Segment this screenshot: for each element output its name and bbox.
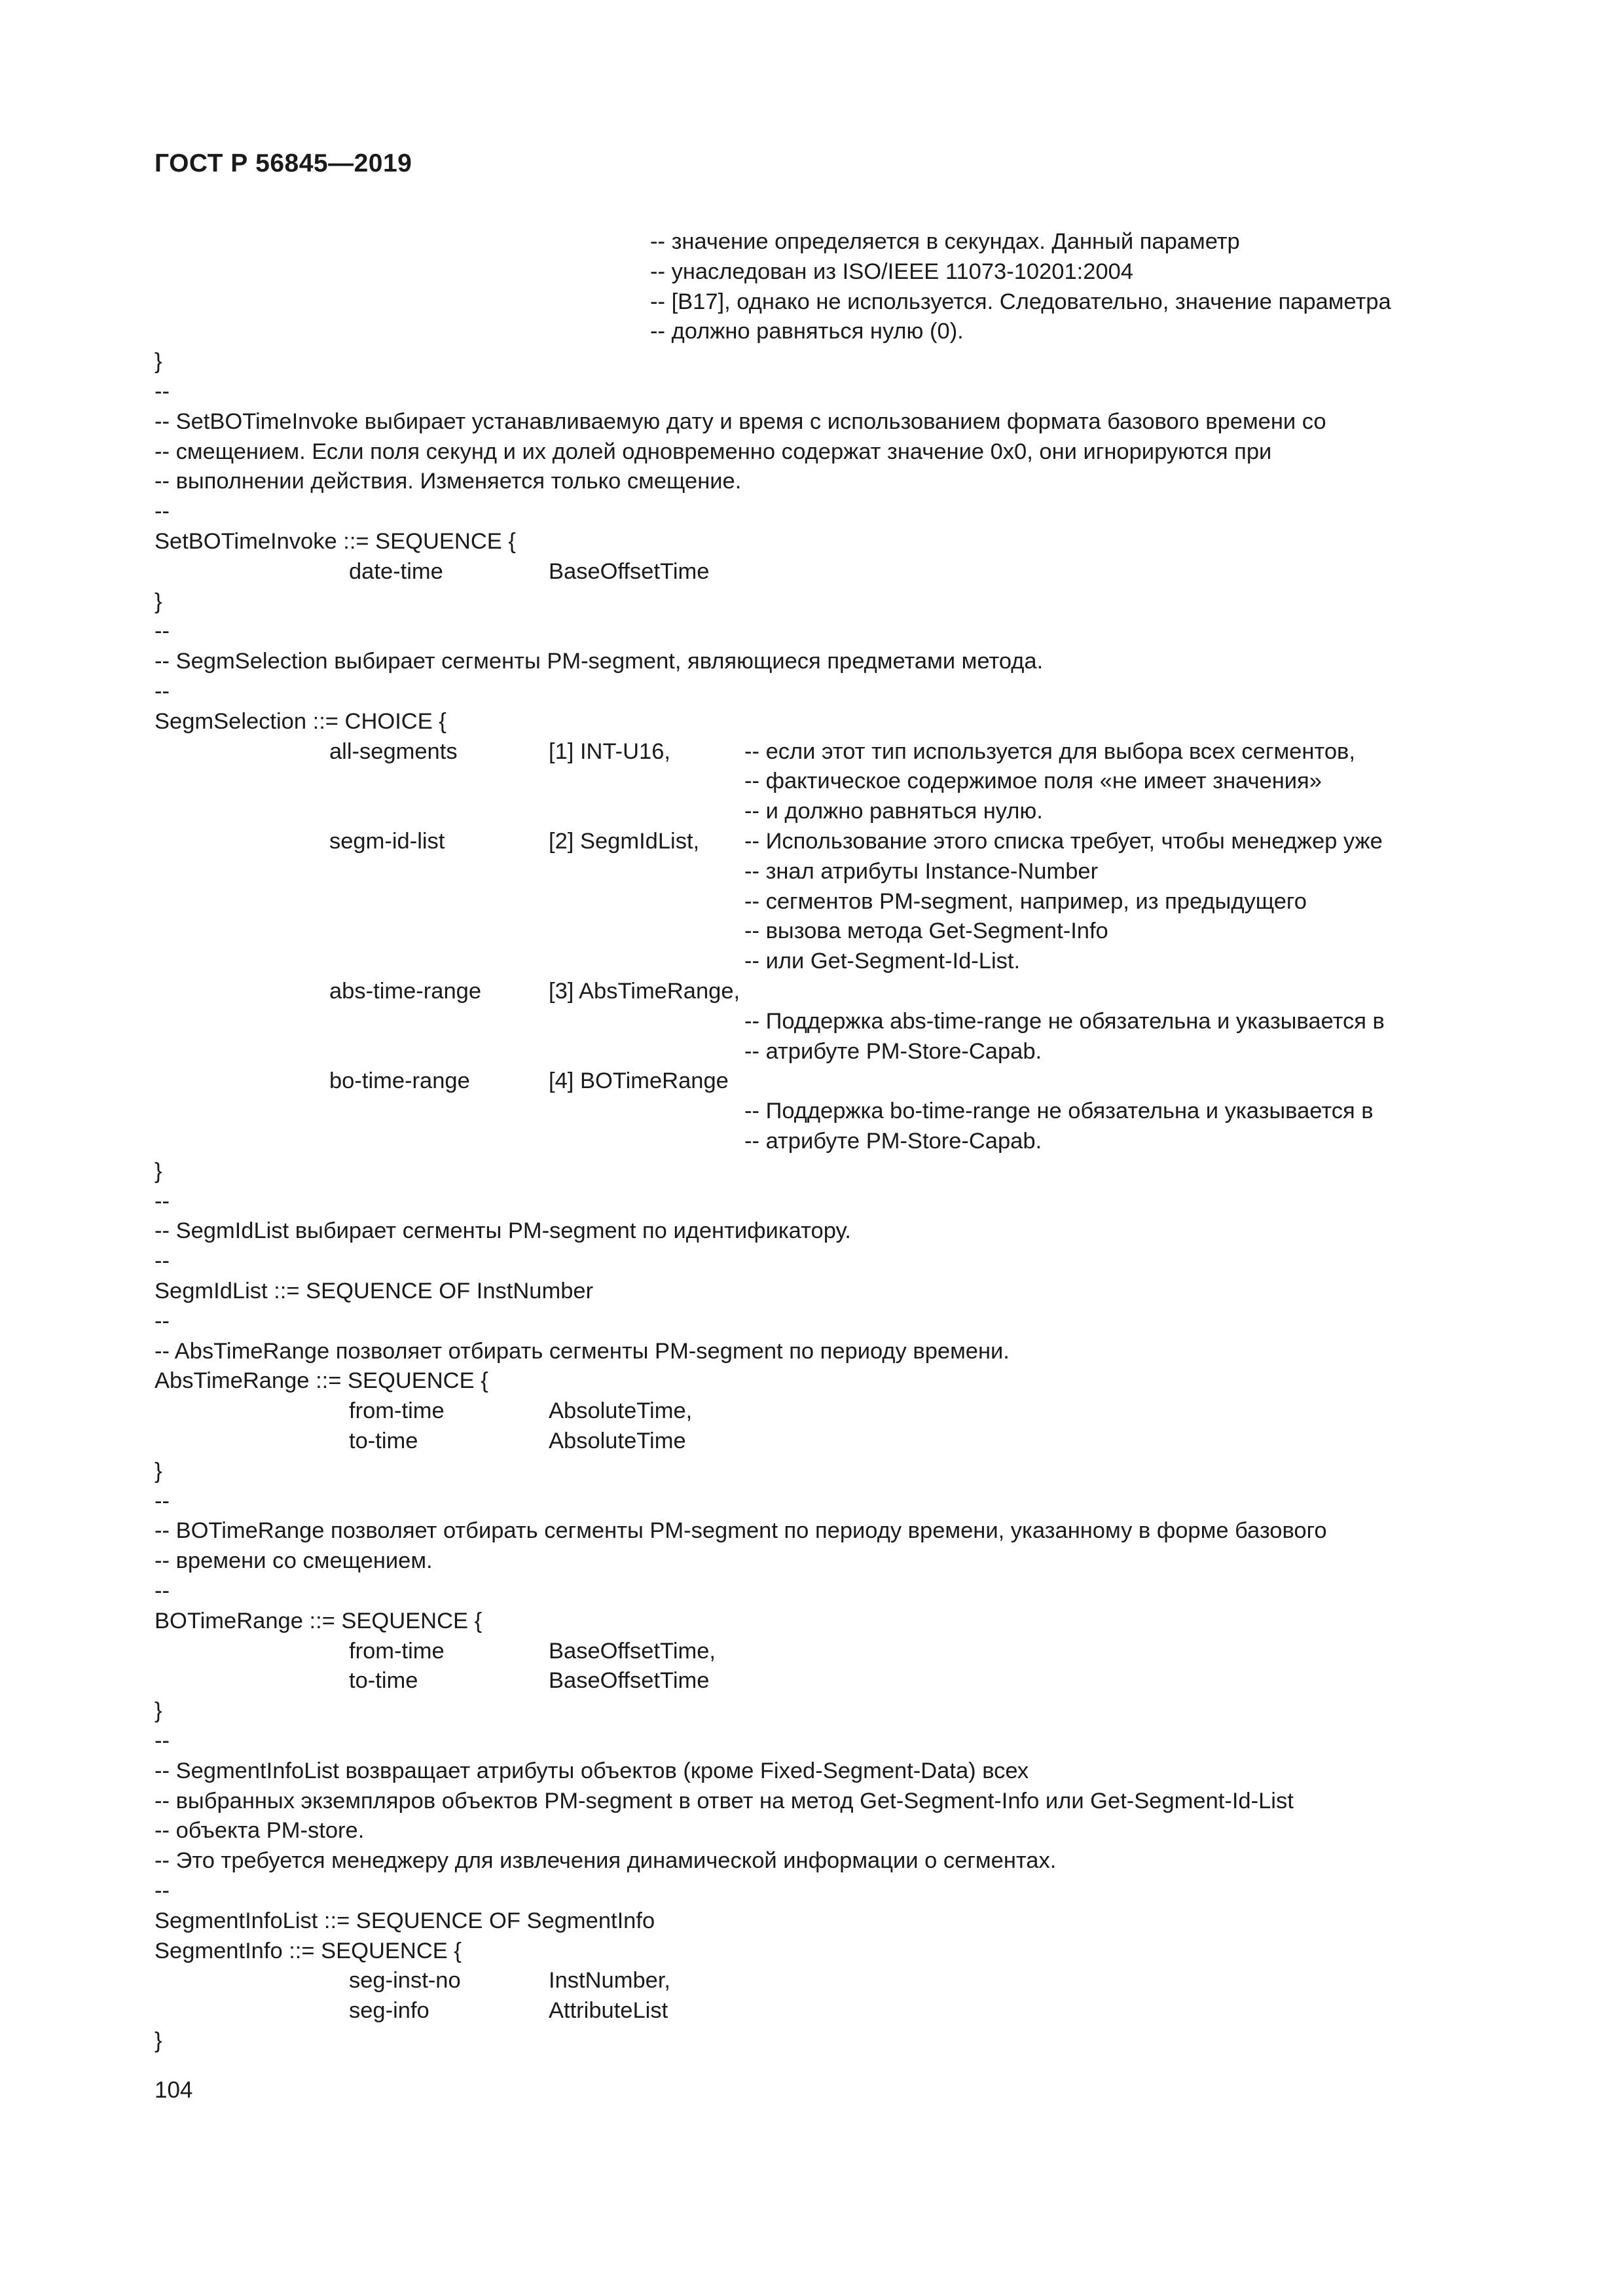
code-type: BaseOffsetTime, — [549, 1638, 716, 1664]
code-line: -- должно равняться нулю (0). — [650, 319, 964, 344]
code-type: [4] BOTimeRange — [549, 1068, 729, 1094]
code-line: -- SegmentInfoList возвращает атрибуты объектов (кроме Fixed-Segment-Data) всех — [155, 1758, 1029, 1783]
code-line: -- выполнении действия. Изменяется только смещение. — [155, 469, 742, 494]
code-type: BaseOffsetTime — [549, 1668, 710, 1694]
code-line: to-time — [349, 1429, 418, 1453]
code-line: -- — [155, 1188, 170, 1214]
code-line: } — [155, 2028, 162, 2053]
code-line: bo-time-range — [329, 1068, 470, 1094]
code-line: SegmSelection ::= CHOICE { — [155, 708, 447, 734]
code-line: } — [155, 1158, 162, 1184]
code-line: -- Поддержка bo-time-range не обязательна и указывается в — [744, 1099, 1374, 1124]
code-line: } — [155, 589, 162, 614]
code-line: seg-inst-no — [349, 1968, 461, 1994]
code-line: -- фактическое содержимое поля «не имеет значения» — [744, 769, 1322, 794]
code-type: [1] INT-U16, — [549, 738, 670, 764]
code-line: -- BOTimeRange позволяет отбирать сегменты PM-segment по периоду времени, указанному в форме базового — [155, 1518, 1327, 1544]
code-type: AbsoluteTime — [549, 1429, 686, 1453]
code-line: -- смещением. Если поля секунд и их долей одновременно содержат значение 0x0, они игнорируются при — [155, 439, 1272, 464]
code-type: InstNumber, — [549, 1968, 670, 1994]
code-line: -- — [155, 499, 170, 524]
code-line: -- SetBOTimeInvoke выбирает устанавливаемую дату и время с использованием формата базового времени со — [155, 409, 1326, 434]
code-line: -- атрибуте PM-Store-Capab. — [744, 1129, 1042, 1154]
code-line: to-time — [349, 1668, 418, 1694]
code-line: -- — [155, 1308, 170, 1334]
code-line: -- SegmIdList выбирает сегменты PM-segment по идентификатору. — [155, 1218, 851, 1244]
code-line: -- атрибуте PM-Store-Capab. — [744, 1038, 1042, 1064]
code-type: BaseOffsetTime — [549, 558, 710, 584]
code-line: } — [155, 1698, 162, 1724]
code-line: -- или Get-Segment-Id-List. — [744, 949, 1021, 974]
code-line: SegmIdList ::= SEQUENCE OF InstNumber — [155, 1279, 594, 1303]
code-line: -- — [155, 1578, 170, 1603]
code-line: -- времени со смещением. — [155, 1548, 433, 1574]
code-type: AttributeList — [549, 1998, 668, 2024]
code-comment: -- Использование этого списка требует, чтобы менеджер уже — [744, 829, 1383, 854]
code-line: -- Поддержка abs-time-range не обязательна и указывается в — [744, 1008, 1385, 1034]
code-line: -- сегментов PM-segment, например, из предыдущего — [744, 888, 1307, 914]
code-line: -- — [155, 379, 170, 404]
code-type: [2] SegmIdList, — [549, 829, 700, 854]
code-line: -- вызова метода Get-Segment-Info — [744, 919, 1108, 944]
code-type: AbsoluteTime, — [549, 1398, 693, 1424]
code-line: SegmentInfoList ::= SEQUENCE OF SegmentInfo — [155, 1908, 655, 1933]
code-line: -- объекта PM-store. — [155, 1818, 365, 1844]
code-line: -- — [155, 1728, 170, 1753]
code-line: } — [155, 1458, 162, 1484]
code-line: SetBOTimeInvoke ::= SEQUENCE { — [155, 529, 516, 554]
code-line: -- — [155, 619, 170, 644]
code-line: -- — [155, 1248, 170, 1274]
code-line: -- SegmSelection выбирает сегменты PM-segment, являющиеся предметами метода. — [155, 649, 1044, 674]
code-line: AbsTimeRange ::= SEQUENCE { — [155, 1368, 488, 1394]
code-line: -- — [155, 1878, 170, 1903]
code-line: -- [B17], однако не используется. Следовательно, значение параметра — [650, 289, 1391, 314]
code-line: segm-id-list — [329, 829, 445, 854]
code-line: -- AbsTimeRange позволяет отбирать сегменты PM-segment по периоду времени. — [155, 1338, 1010, 1364]
code-line: all-segments — [329, 738, 458, 764]
code-line: -- — [155, 679, 170, 704]
code-line: -- и должно равняться нулю. — [744, 799, 1043, 824]
page-number: 104 — [155, 2077, 193, 2103]
document-header: ГОСТ Р 56845—2019 — [155, 149, 412, 177]
code-line: from-time — [349, 1638, 445, 1664]
code-line: seg-info — [349, 1998, 429, 2024]
code-line: SegmentInfo ::= SEQUENCE { — [155, 1938, 462, 1963]
code-line: -- выбранных экземпляров объектов PM-segment в ответ на метод Get-Segment-Info или Get-Segment-Id-List — [155, 1788, 1294, 1813]
code-line: abs-time-range — [329, 979, 482, 1004]
code-line: } — [155, 349, 162, 374]
code-comment: -- если этот тип используется для выбора всех сегментов, — [744, 738, 1355, 764]
code-line: -- Это требуется менеджеру для извлечения динамической информации о сегментах. — [155, 1848, 1057, 1874]
code-line: -- — [155, 1488, 170, 1514]
code-line: from-time — [349, 1398, 445, 1424]
code-line: -- знал атрибуты Instance-Number — [744, 858, 1099, 884]
code-type: [3] AbsTimeRange, — [549, 979, 740, 1004]
code-line: BOTimeRange ::= SEQUENCE { — [155, 1608, 483, 1633]
code-line: -- значение определяется в секундах. Данный параметр — [650, 229, 1240, 254]
code-line: date-time — [349, 558, 443, 584]
code-line: -- унаследован из ISO/IEEE 11073-10201:2004 — [650, 259, 1133, 284]
